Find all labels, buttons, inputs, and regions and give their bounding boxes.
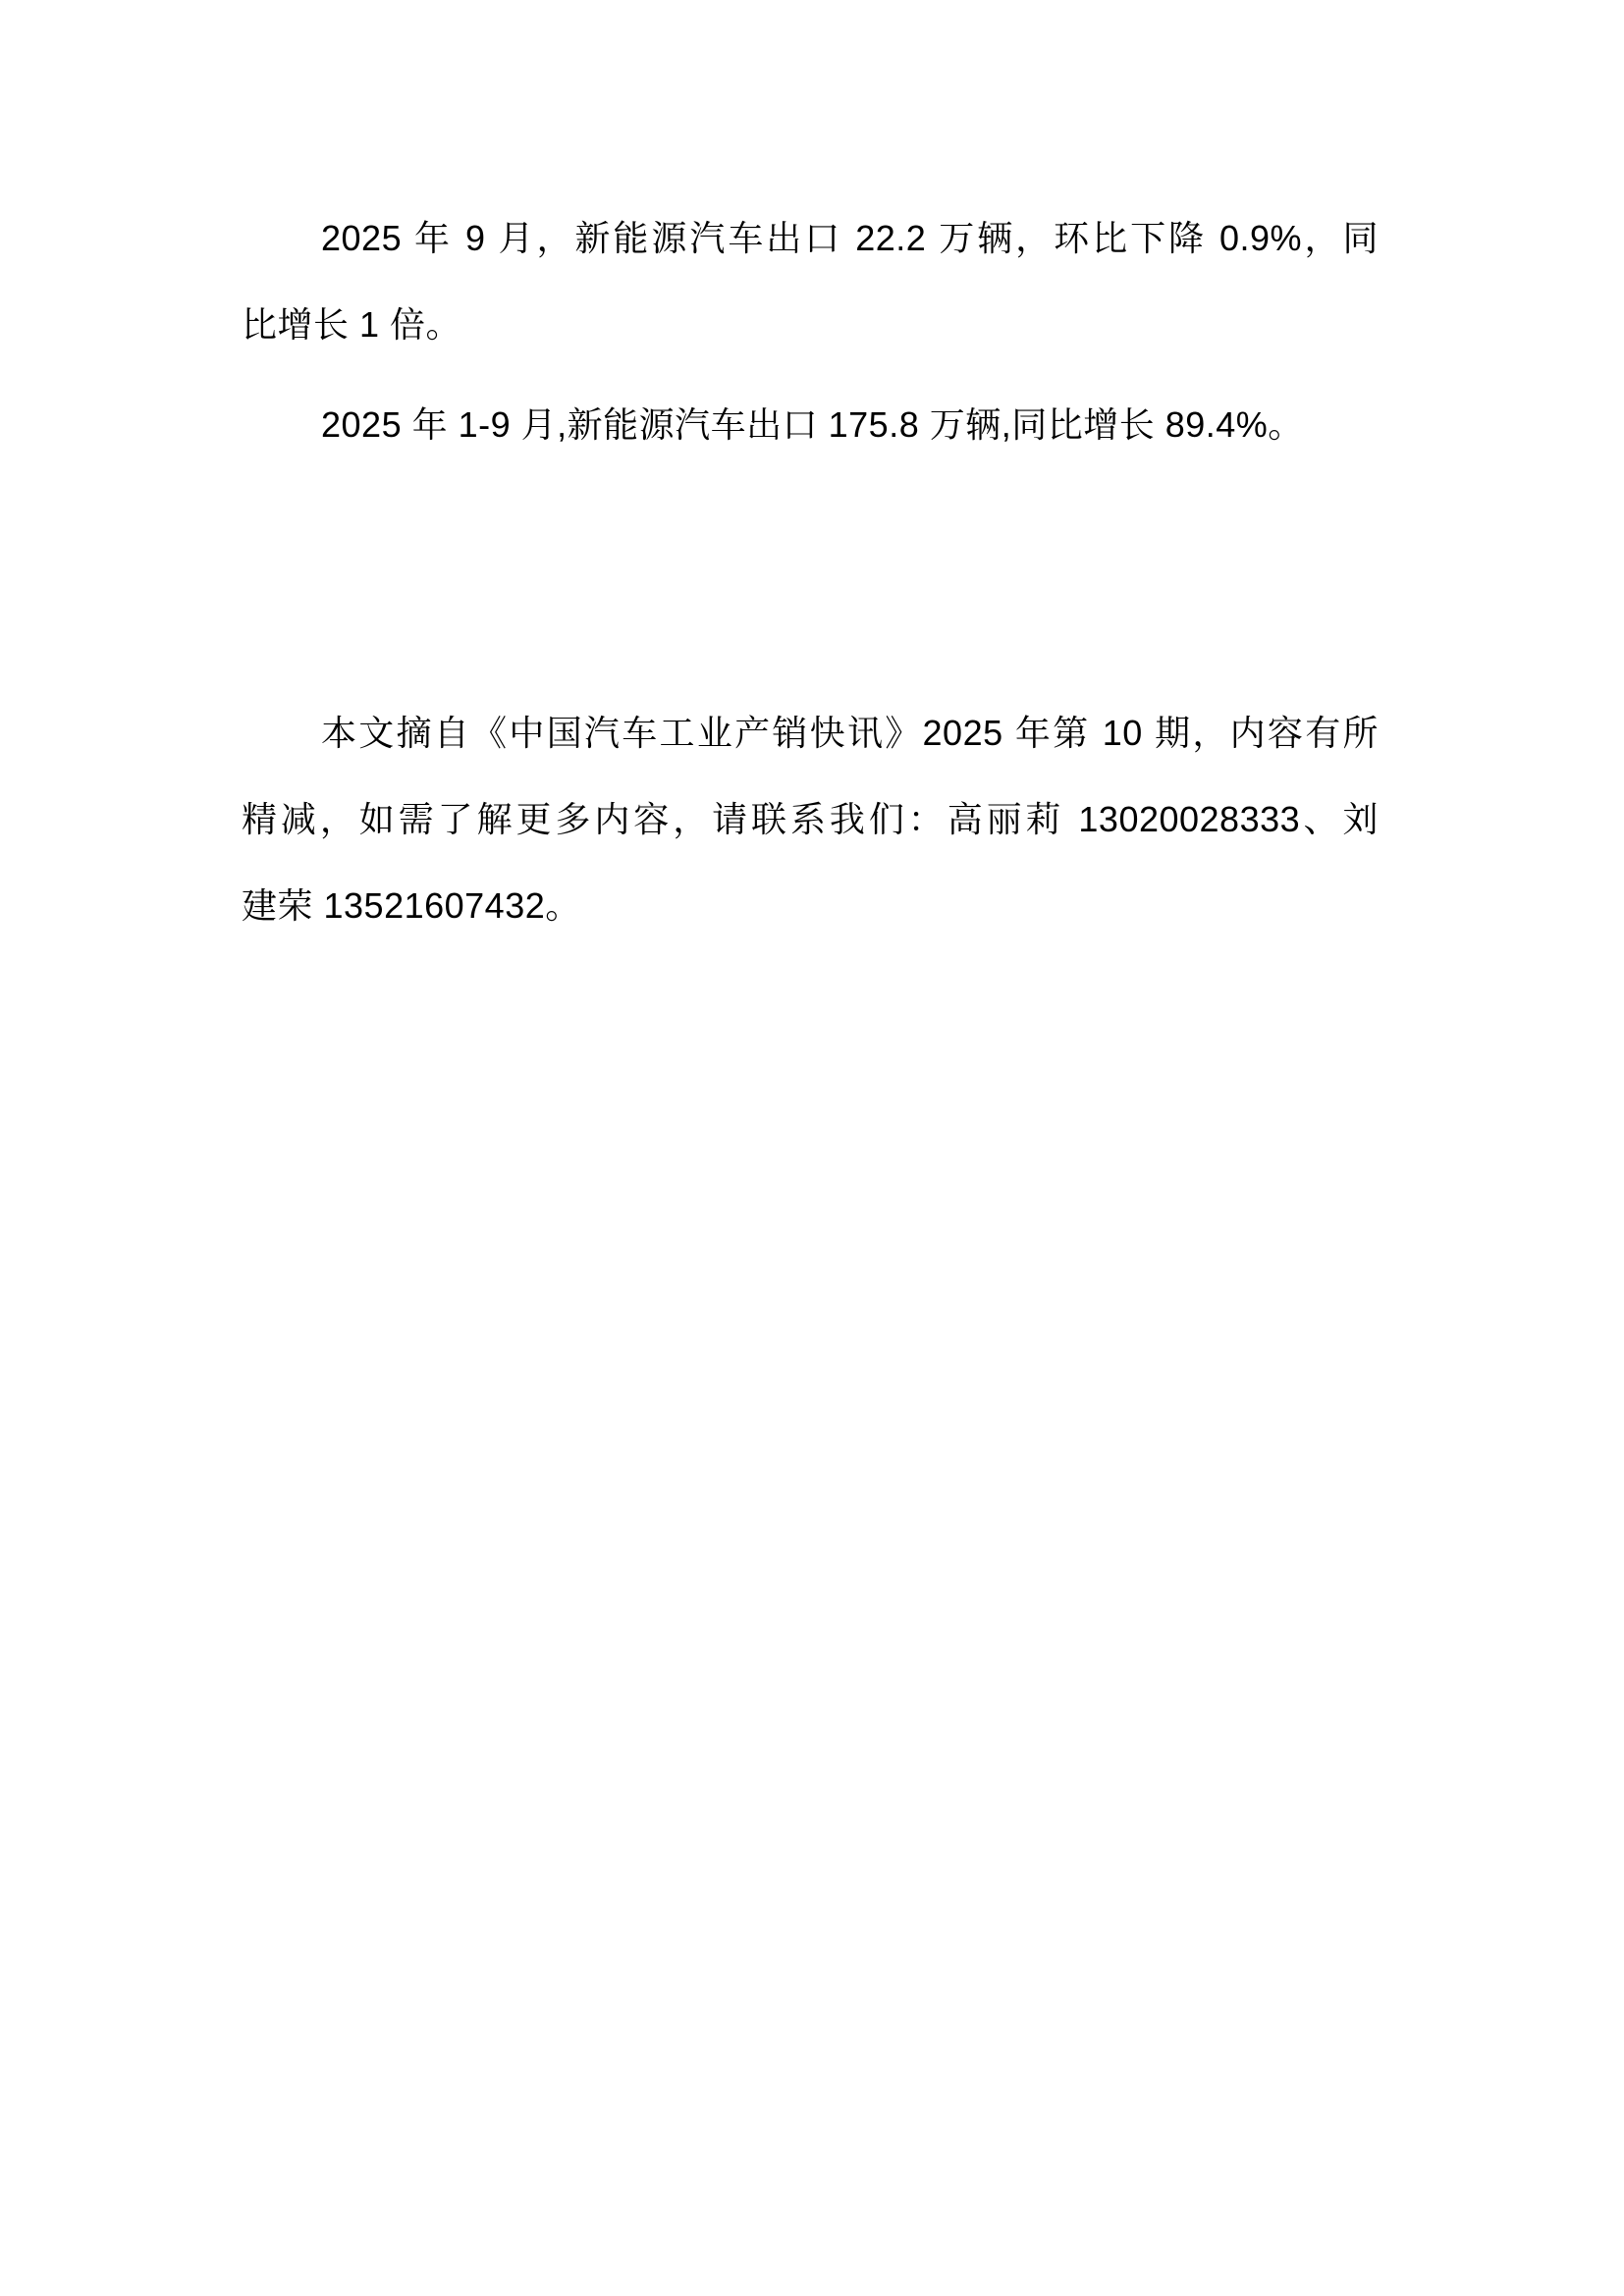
paragraph-line: 2025 年 1-9 月,新能源汽车出口 175.8 万辆,同比增长 89.4%。 <box>321 404 1304 445</box>
paragraph-line: 建荣 13521607432。 <box>242 885 581 926</box>
paragraph-nev-export-jan-september <box>242 382 1379 468</box>
paragraph-line: 精减，如需了解更多内容，请联系我们：高丽莉 13020028333、刘 <box>242 799 1379 839</box>
paragraph-line: 本文摘自《中国汽车工业产销快讯》2025 年第 10 期，内容有所 <box>321 713 1379 753</box>
paragraph-line: 2025 年 9 月，新能源汽车出口 22.2 万辆，环比下降 0.9%，同 <box>321 218 1379 258</box>
document-body <box>242 195 1379 963</box>
paragraph-line: 比增长 1 倍。 <box>242 304 462 345</box>
blank-gap <box>242 482 1379 690</box>
paragraph-nev-export-september <box>242 195 1379 368</box>
paragraph-source-note <box>242 690 1379 949</box>
